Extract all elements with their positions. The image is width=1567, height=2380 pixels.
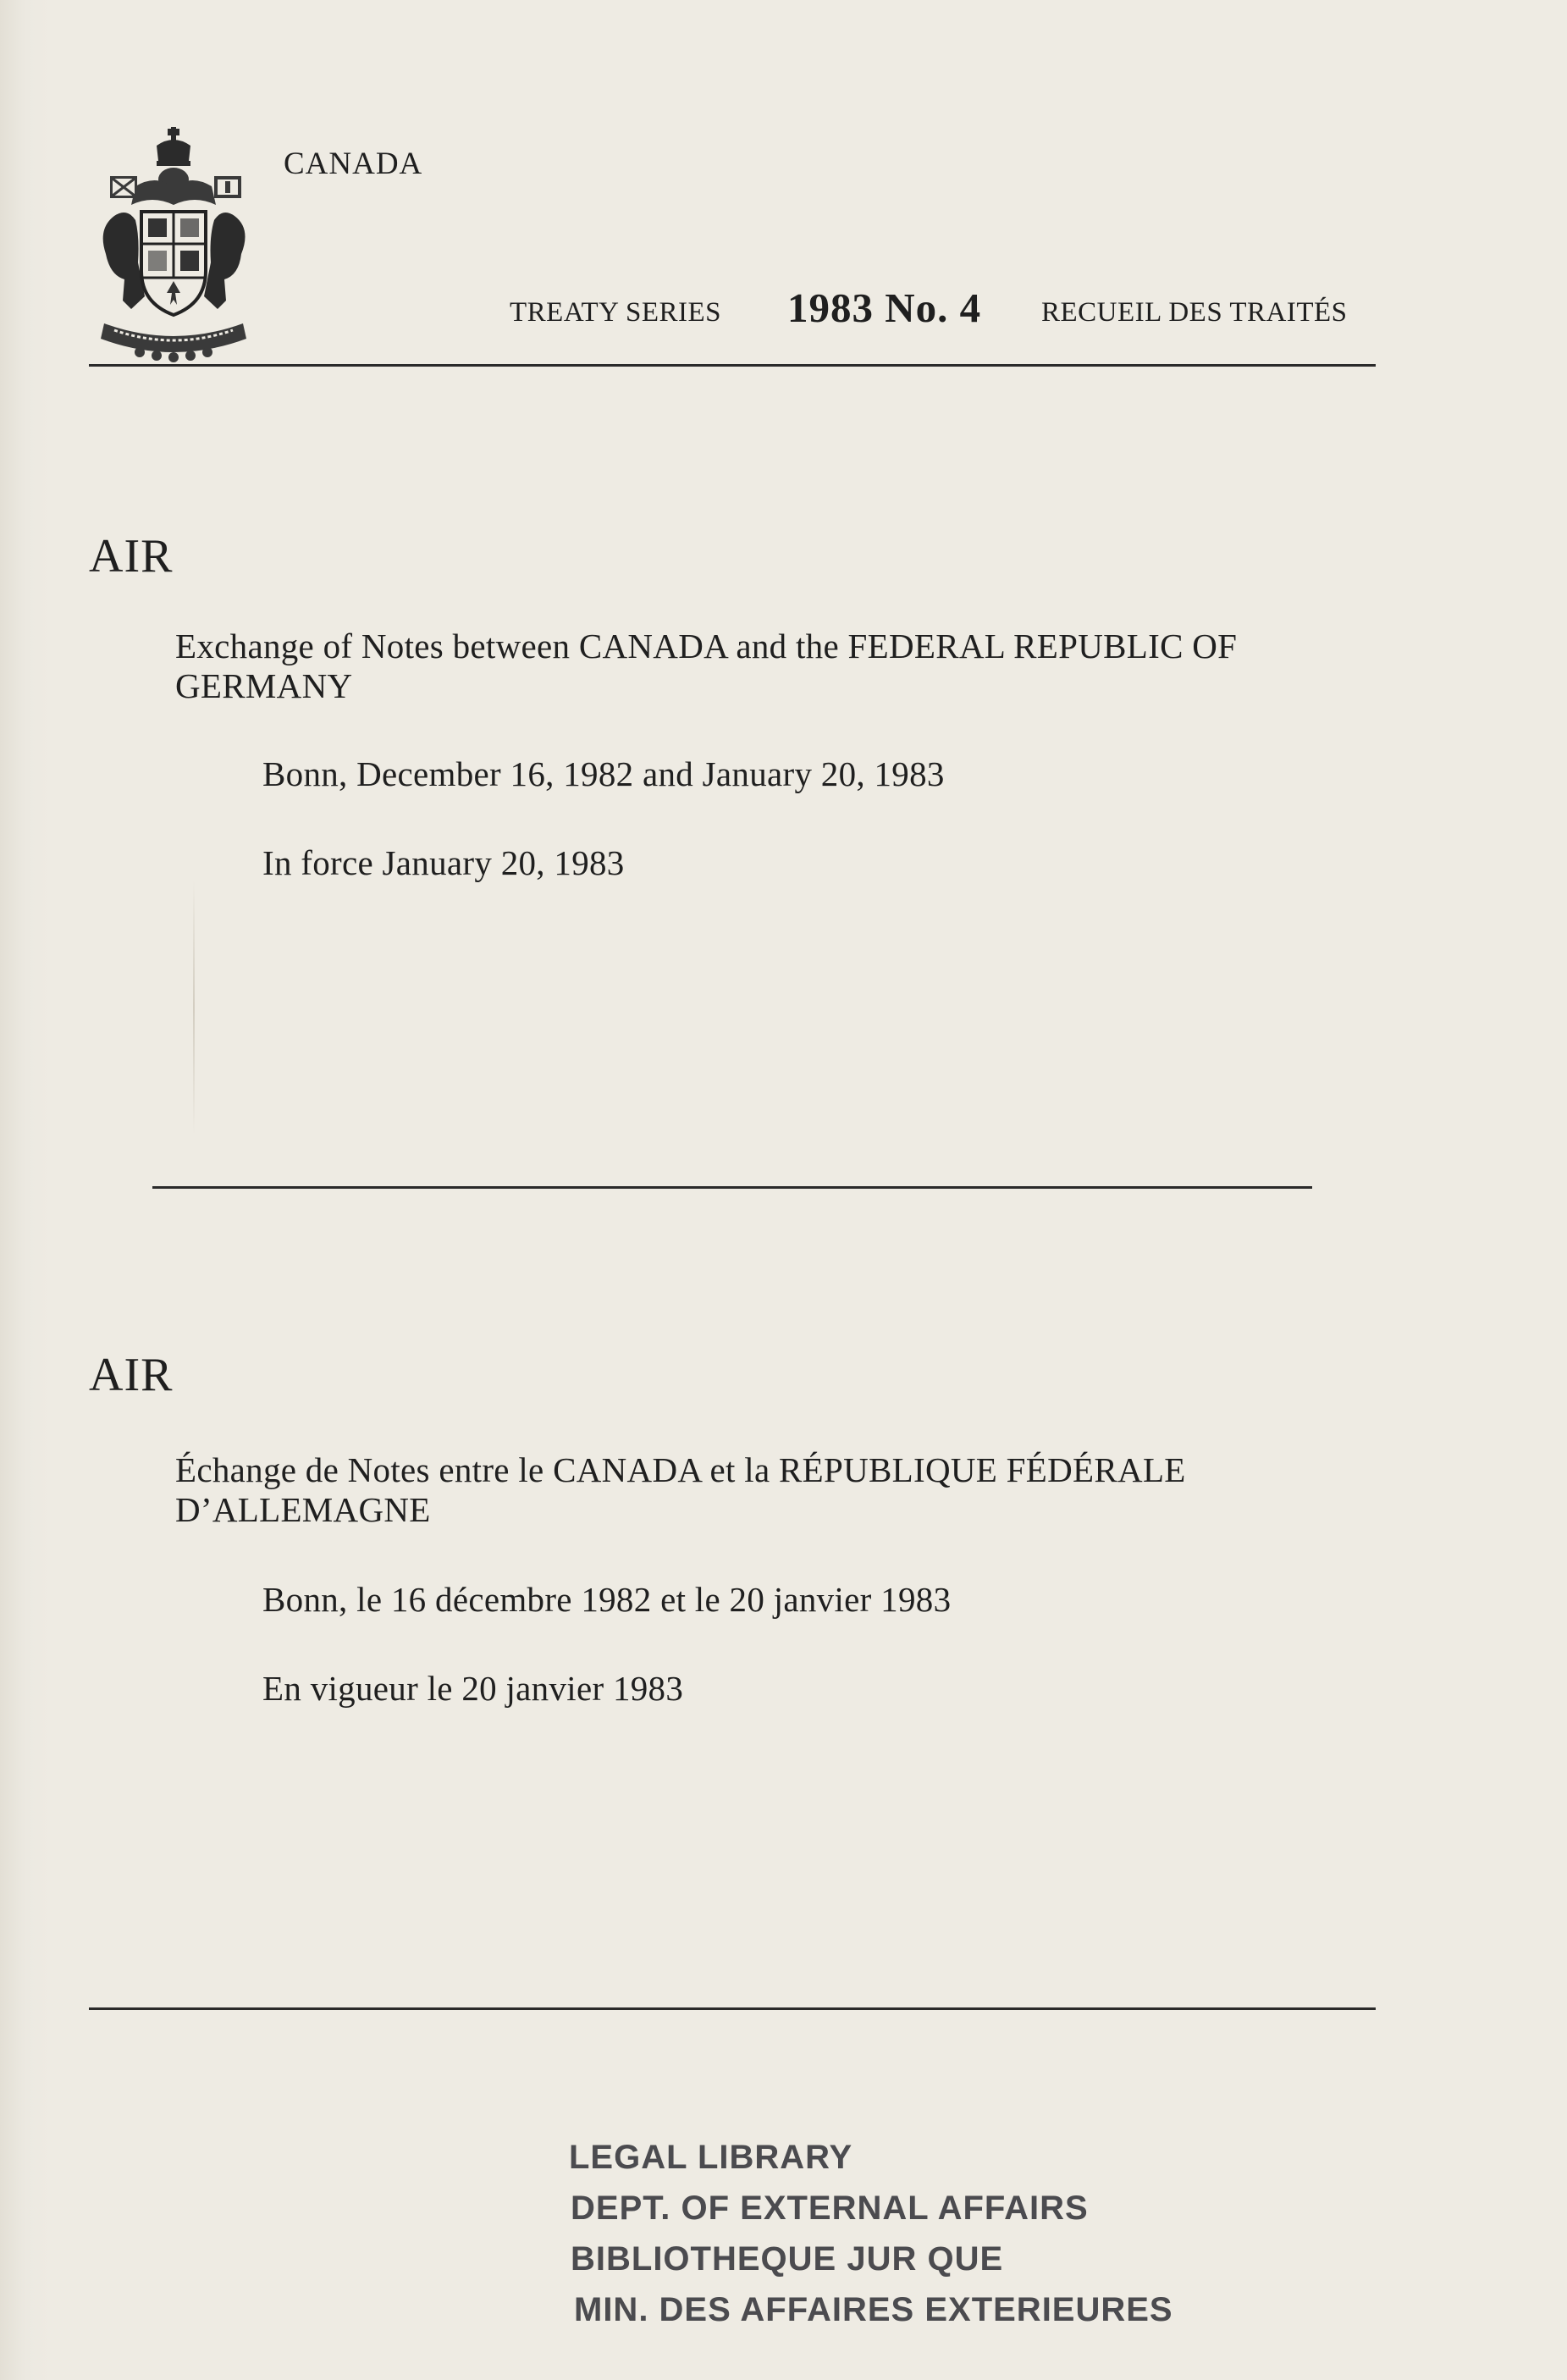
- coat-of-arms-icon: [89, 127, 258, 364]
- place-date-en: Bonn, December 16, 1982 and January 20, 1983: [262, 754, 945, 793]
- stamp-line: BIBLIOTHEQUE JUR QUE: [571, 2240, 1004, 2278]
- in-force-fr: En vigueur le 20 janvier 1983: [262, 1669, 684, 1708]
- series-number: 1983 No. 4: [787, 284, 982, 331]
- section-title-fr: AIR: [89, 1349, 174, 1401]
- place-date-fr: Bonn, le 16 décembre 1982 et le 20 janvier 1983: [262, 1580, 952, 1619]
- series-header: [510, 284, 1377, 334]
- series-label-en: TREATY SERIES: [510, 297, 722, 328]
- stamp-line: MIN. DES AFFAIRES EXTERIEURES: [574, 2291, 1173, 2328]
- footer-divider: [89, 2007, 1376, 2010]
- library-stamp: [569, 2132, 1331, 2335]
- exchange-description-fr: Échange de Notes entre le CANADA et la RÉPUBLIQUE FÉDÉRALE D’ALLEMAGNE: [175, 1450, 1186, 1529]
- section-title-en: AIR: [89, 530, 174, 583]
- paper-fold: [193, 881, 195, 1135]
- country-label: CANADA: [284, 146, 423, 181]
- stamp-line: LEGAL LIBRARY: [569, 2139, 853, 2176]
- stamp-line: DEPT. OF EXTERNAL AFFAIRS: [571, 2189, 1089, 2227]
- exchange-description-en: Exchange of Notes between CANADA and the FEDERAL REPUBLIC OF GERMANY: [175, 627, 1238, 705]
- section-divider: [152, 1186, 1312, 1189]
- header-divider: [89, 364, 1376, 367]
- in-force-en: In force January 20, 1983: [262, 843, 625, 882]
- series-label-fr: RECUEIL DES TRAITÉS: [1041, 297, 1348, 328]
